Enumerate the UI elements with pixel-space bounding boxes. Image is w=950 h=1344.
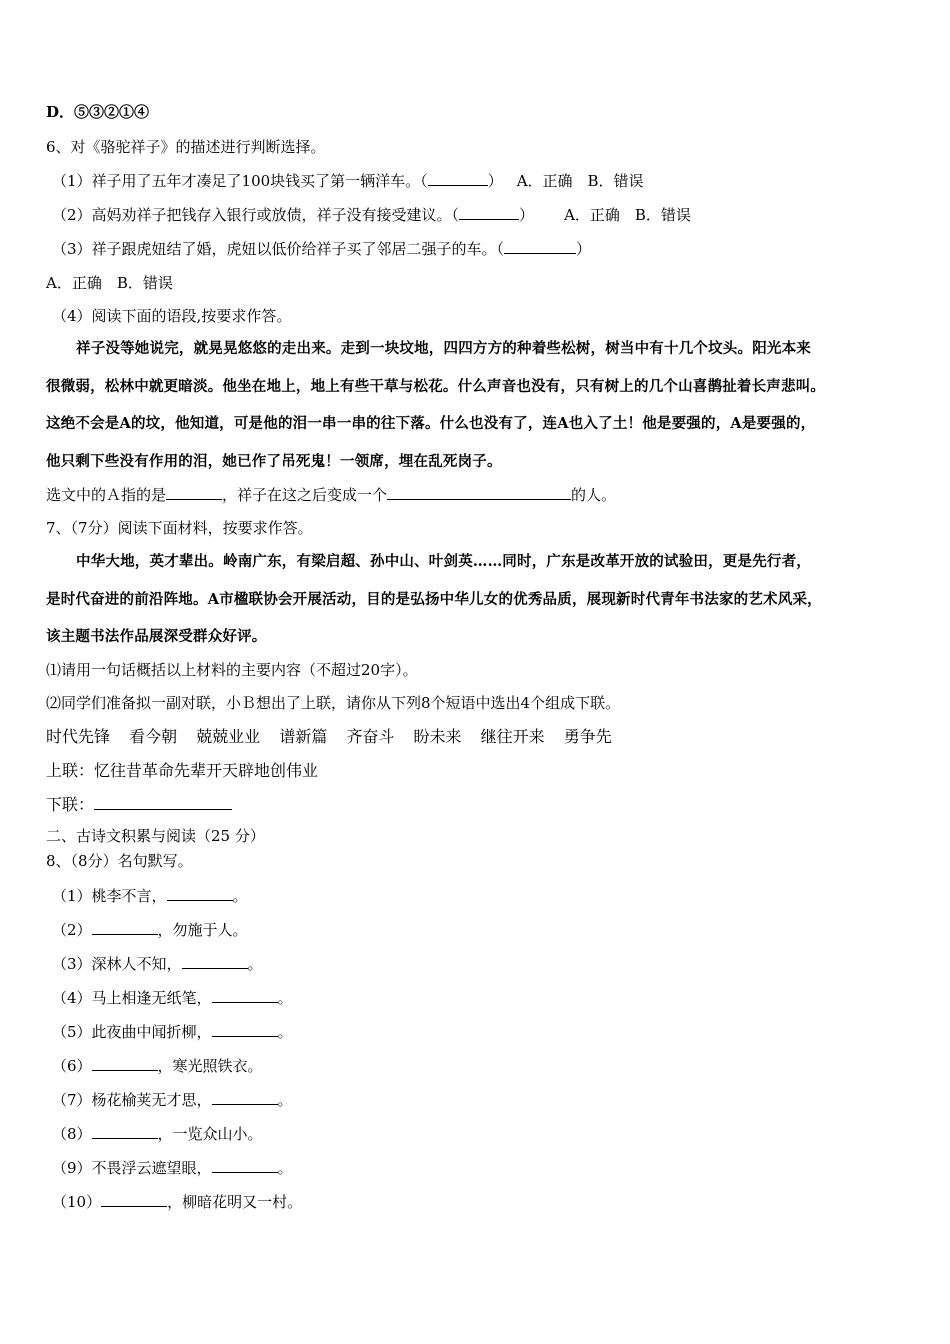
phrase: 勇争先	[563, 727, 612, 746]
answer-blank[interactable]	[167, 886, 233, 901]
answer-blank[interactable]	[212, 1090, 278, 1105]
q8-title: 8、（8分）名句默写。	[46, 852, 193, 870]
phrase: 谱新篇	[279, 727, 328, 746]
q8-item: （5）此夜曲中闻折柳， 。	[52, 1023, 293, 1041]
q7-phrases	[46, 727, 612, 747]
phrase: 齐奋斗	[346, 727, 395, 746]
answer-blank[interactable]	[94, 795, 232, 810]
q7-sub1: ⑴请用一句话概括以上材料的主要内容（不超过20字）。	[46, 661, 418, 679]
q8-item: （10） ，柳暗花明又一村。	[52, 1193, 303, 1211]
phrase: 兢兢业业	[196, 727, 261, 746]
q7-title: 7、（7分）阅读下面材料，按要求作答。	[46, 519, 313, 537]
answer-blank[interactable]	[92, 920, 158, 935]
q6-fill: 选文中的Ａ指的是 ，祥子在这之后变成一个 的人。	[46, 486, 617, 504]
answer-blank[interactable]	[182, 954, 248, 969]
q6-s4-title: （4）阅读下面的语段,按要求作答。	[52, 307, 292, 325]
q6-s1-options: A．正确 B．错误	[516, 172, 644, 190]
couplet-lower: 下联：	[46, 795, 232, 815]
answer-blank[interactable]	[387, 485, 571, 500]
phrase: 时代先锋	[46, 727, 111, 746]
q7-sub2: ⑵同学们准备拟一副对联，小Ｂ想出了上联，请你从下列8个短语中选出4个组成下联。	[46, 694, 621, 712]
q6-s1: （1）祥子用了五年才凑足了100块钱买了第一辆洋车。（ ） A．正确 B．错误	[52, 172, 644, 190]
answer-blank[interactable]	[101, 1192, 167, 1207]
q8-item: （4）马上相逢无纸笔， 。	[52, 989, 293, 1007]
answer-blank[interactable]	[212, 988, 278, 1003]
q8-item: （2） ，勿施于人。	[52, 921, 248, 939]
q6-s3: （3）祥子跟虎妞结了婚，虎妞以低价给祥子买了邻居二强子的车。（ ）	[52, 240, 592, 258]
q6-passage: 祥子没等她说完，就晃晃悠悠的走出来。走到一块坟地，四四方方的种着些松树，树当中有十几个坟头。阳光本来 很微弱，松林中就更暗淡。他坐在地上，地上有些干草与松花。什么声音也没有，只有树上的几个山喜鹊扯着长声悲叫。 这绝不会是A的坟，他知道，可是他的泪一串一串的往下落。什么也没有了，连A也入了土！他是要强的，A是要强的， 他只剩下些没有作用的泪，她已作了吊死鬼！一领席，埋在乱死岗子。	[46, 340, 826, 470]
answer-blank[interactable]	[428, 171, 488, 186]
answer-blank[interactable]	[212, 1022, 278, 1037]
q8-item: （6） ，寒光照铁衣。	[52, 1057, 263, 1075]
answer-blank[interactable]	[504, 239, 576, 254]
q8-item: （1）桃李不言， 。	[52, 887, 248, 905]
q6-s3-options: A．正确 B．错误	[46, 274, 173, 292]
phrase: 看今朝	[129, 727, 178, 746]
answer-blank[interactable]	[166, 485, 222, 500]
answer-blank[interactable]	[212, 1158, 278, 1173]
q7-material: 中华大地，英才辈出。岭南广东，有梁启超、孙中山、叶剑英……同时，广东是改革开放的试验田，更是先行者， 是时代奋进的前沿阵地。A市楹联协会开展活动，目的是弘扬中华儿女的优秀品质，展现新时代青年书法家的艺术风采， 该主题书法作品展深受群众好评。	[46, 553, 822, 645]
q6-s2: （2）高妈劝祥子把钱存入银行或放债，祥子没有接受建议。（ ） A．正确 B．错误	[52, 206, 691, 224]
q6-title: 6、对《骆驼祥子》的描述进行判断选择。	[46, 138, 326, 156]
phrase: 继往开来	[480, 727, 545, 746]
answer-blank[interactable]	[92, 1056, 158, 1071]
couplet-upper: 上联：忆往昔革命先辈开天辟地创伟业	[46, 761, 319, 780]
q6-s2-options: A．正确 B．错误	[564, 206, 691, 224]
answer-blank[interactable]	[92, 1124, 158, 1139]
q8-item: （8） ，一览众山小。	[52, 1125, 263, 1143]
answer-blank[interactable]	[459, 205, 519, 220]
q8-item: （7）杨花榆荚无才思， 。	[52, 1091, 293, 1109]
section-2-title: 二、古诗文积累与阅读（25 分）	[46, 827, 265, 845]
option-d: D．⑤③②①④	[46, 103, 150, 121]
phrase: 盼未来	[413, 727, 462, 746]
q8-item: （3）深林人不知， 。	[52, 955, 263, 973]
q8-item: （9）不畏浮云遮望眼， 。	[52, 1159, 293, 1177]
